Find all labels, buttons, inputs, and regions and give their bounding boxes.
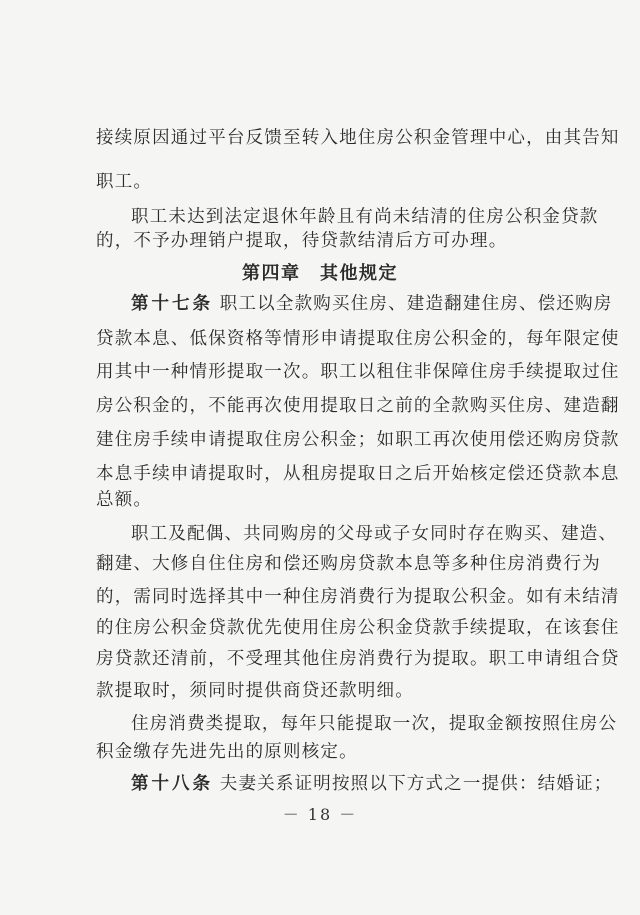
paragraph-line: 用其中一种情形提取一次。职工以租住非保障住房手续提取过住 xyxy=(96,362,620,382)
paragraph-line: 建住房手续申请提取住房公积金；如职工再次使用偿还购房贷款 xyxy=(96,430,620,450)
article-line xyxy=(131,292,611,316)
paragraph-line: 贷款本息、低保资格等情形申请提取住房公积金的，每年限定使 xyxy=(96,329,620,349)
paragraph-line: 积金缴存先进先出的原则核定。 xyxy=(96,742,358,762)
page-number: － 18 － xyxy=(282,805,358,824)
paragraph-line: 的，不予办理销户提取，待贷款结清后方可办理。 xyxy=(96,231,508,251)
paragraph-line: 的住房公积金贷款优先使用住房公积金贷款手续提取，在该套住 xyxy=(96,618,620,638)
paragraph-line: 职工。 xyxy=(96,172,153,192)
article-number: 第十八条 xyxy=(131,774,213,794)
paragraph-line: 接续原因通过平台反馈至转入地住房公积金管理中心，由其告知 xyxy=(96,128,620,148)
article-number: 第十七条 xyxy=(131,294,213,314)
paragraph-line: 住房消费类提取，每年只能提取一次，提取金额按照住房公 xyxy=(131,714,618,734)
article-text: 职工以全款购买住房、建造翻建住房、偿还购房 xyxy=(219,294,613,314)
chapter-heading: 第四章 其他规定 xyxy=(242,263,398,284)
paragraph-line: 本息手续申请提取时，从租房提取日之后开始核定偿还贷款本息 xyxy=(96,464,620,484)
paragraph-line: 房公积金的，不能再次使用提取日之前的全款购买住房、建造翻 xyxy=(96,396,620,416)
paragraph-line: 款提取时，须同时提供商贷还款明细。 xyxy=(96,681,414,701)
article-line xyxy=(131,772,611,796)
paragraph-line: 房贷款还清前，不受理其他住房消费行为提取。职工申请组合贷 xyxy=(96,649,620,669)
paragraph-line: 翻建、大修自住住房和偿还购房贷款本息等多种住房消费行为 xyxy=(96,554,601,574)
paragraph-line: 职工未达到法定退休年龄且有尚未结清的住房公积金贷款 xyxy=(131,207,599,227)
paragraph-line: 总额。 xyxy=(96,490,153,510)
paragraph-line: 职工及配偶、共同购房的父母或子女同时存在购买、建造、 xyxy=(131,524,618,544)
article-text: 夫妻关系证明按照以下方式之一提供：结婚证； xyxy=(219,774,613,794)
paragraph-line: 的，需同时选择其中一种住房消费行为提取公积金。如有未结清 xyxy=(96,587,620,607)
